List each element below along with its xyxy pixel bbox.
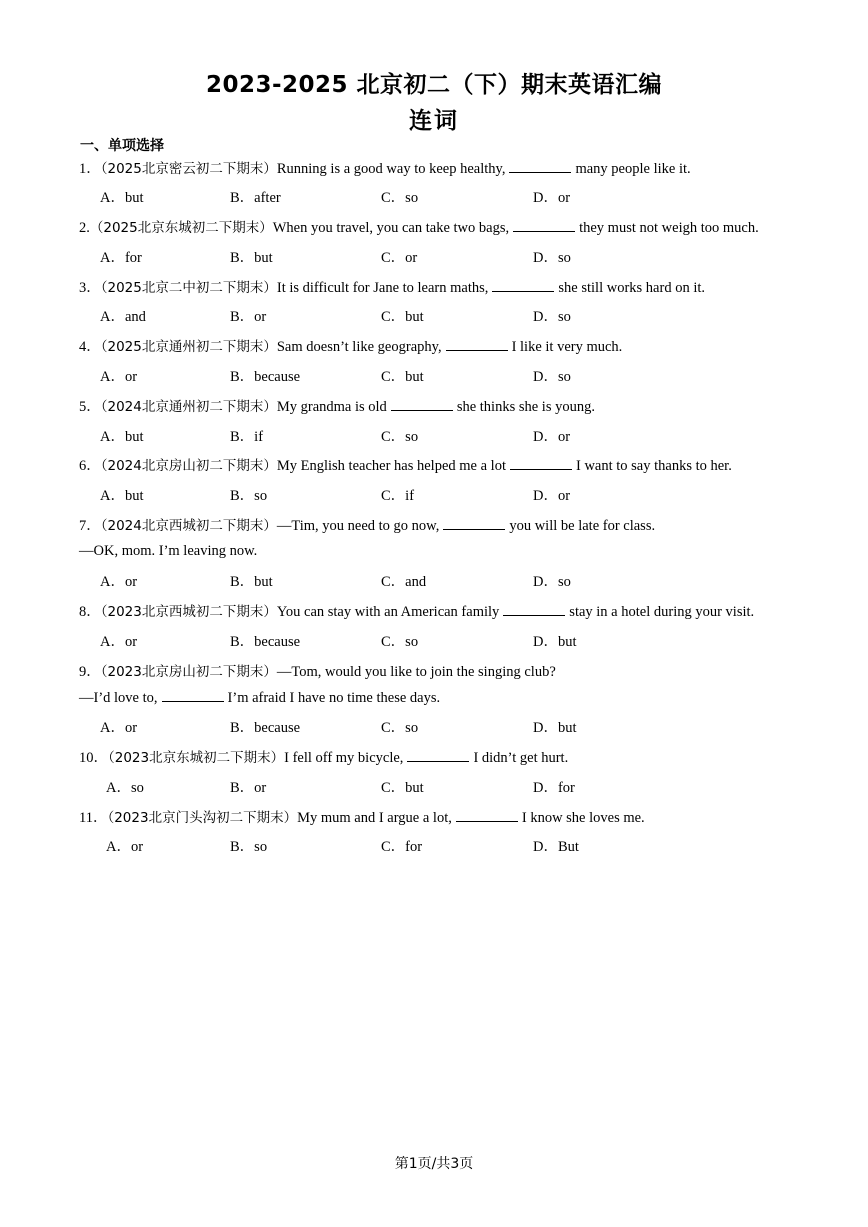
option-c[interactable]: C．so (381, 720, 419, 736)
dialogue-text: —I’d love to, (79, 690, 158, 706)
option-a[interactable]: A．so (106, 780, 144, 796)
question-text: When you travel, you can take two bags, (272, 220, 510, 236)
question-text-after: they must not weigh too much. (579, 220, 759, 236)
option-a[interactable]: A．and (100, 309, 146, 325)
option-a[interactable]: A．but (100, 488, 144, 504)
question-stem (79, 746, 568, 767)
document-title: 2023-2025 北京初二（下）期末英语汇编 (205, 72, 663, 98)
question-text-after: I didn’t get hurt. (473, 750, 569, 766)
option-c[interactable]: C．if (381, 488, 415, 504)
option-a[interactable]: A．or (100, 634, 138, 650)
option-b[interactable]: B．because (230, 720, 301, 736)
option-b[interactable]: B．if (230, 429, 264, 445)
document-subtitle: 连词 (409, 108, 459, 134)
question-text: My mum and I argue a lot, (297, 810, 452, 826)
dialogue-text-after: I’m afraid I have no time these days. (227, 690, 441, 706)
option-b[interactable]: B．but (230, 250, 273, 266)
question-stem (79, 806, 645, 827)
answer-options (0, 570, 868, 588)
question-text: It is difficult for Jane to learn maths, (276, 280, 489, 296)
question-number: 3． (79, 280, 101, 296)
dialogue-line: —OK, mom. I’m leaving now. (79, 543, 258, 559)
question-number: 9． (79, 664, 101, 680)
answer-options (0, 365, 868, 383)
answer-blank (492, 279, 554, 292)
question-number: 11． (79, 810, 108, 826)
question-stem (79, 600, 754, 621)
question-text: —Tom, would you like to join the singing club? (276, 664, 556, 680)
question-text-after: stay in a hotel during your visit. (569, 604, 755, 620)
answer-blank (503, 603, 565, 616)
question-stem (79, 660, 556, 681)
option-a[interactable]: A．or (106, 839, 144, 855)
answer-blank (513, 219, 575, 232)
option-c[interactable]: C．so (381, 634, 419, 650)
question-source: （2025北京二中初二下期末） (100, 280, 277, 296)
question-source: （2023北京东城初二下期末） (108, 750, 285, 766)
question-stem (79, 335, 622, 356)
question-text-after: many people like it. (575, 161, 691, 177)
question-text-after: I want to say thanks to her. (575, 458, 732, 474)
option-a[interactable]: A．or (100, 574, 138, 590)
option-a[interactable]: A．or (100, 720, 138, 736)
answer-blank (162, 689, 224, 702)
answer-blank (443, 517, 505, 530)
question-number: 10． (79, 750, 108, 766)
question-stem (79, 395, 595, 416)
answer-options (0, 835, 868, 853)
question-text-after: I like it very much. (511, 339, 623, 355)
option-a[interactable]: A．or (100, 369, 138, 385)
question-number: 5． (79, 399, 101, 415)
question-text: —Tim, you need to go now, (276, 518, 440, 534)
section-heading: 一、单项选择 (80, 138, 164, 154)
option-d[interactable]: D．so (533, 574, 571, 590)
question-number: 2. (79, 220, 90, 236)
option-c[interactable]: C．for (381, 839, 423, 855)
option-c[interactable]: C．or (381, 250, 418, 266)
option-b[interactable]: B．because (230, 634, 301, 650)
answer-options (0, 246, 868, 264)
option-c[interactable]: C．but (381, 780, 424, 796)
page-footer: 第1页/共3页 (394, 1156, 474, 1172)
answer-blank (509, 160, 571, 173)
question-source: （2023北京房山初二下期末） (100, 664, 277, 680)
question-text: Running is a good way to keep healthy, (276, 161, 506, 177)
question-text-after: I know she loves me. (521, 810, 645, 826)
question-text-after: she thinks she is young. (456, 399, 595, 415)
question-number: 7． (79, 518, 101, 534)
option-d[interactable]: D．or (533, 488, 571, 504)
option-c[interactable]: C．so (381, 429, 419, 445)
question-source: （2025北京东城初二下期末） (89, 220, 273, 236)
answer-blank (446, 338, 508, 351)
question-stem (79, 276, 705, 297)
question-text: I fell off my bicycle, (284, 750, 404, 766)
question-text: Sam doesn’t like geography, (276, 339, 442, 355)
question-text: My English teacher has helped me a lot (276, 458, 506, 474)
question-number: 8． (79, 604, 101, 620)
answer-options (0, 716, 868, 734)
answer-options (0, 305, 868, 323)
option-d[interactable]: D．but (533, 634, 577, 650)
option-b[interactable]: B．because (230, 369, 301, 385)
question-text: My grandma is old (276, 399, 387, 415)
question-stem (79, 454, 732, 475)
option-c[interactable]: C．but (381, 309, 424, 325)
question-source: （2025北京密云初二下期末） (100, 161, 277, 177)
option-b[interactable]: B．or (230, 780, 267, 796)
answer-blank (510, 457, 572, 470)
option-a[interactable]: A．for (100, 250, 142, 266)
option-b[interactable]: B．or (230, 309, 267, 325)
question-number: 1． (79, 161, 101, 177)
option-d[interactable]: D．for (533, 780, 575, 796)
option-c[interactable]: C．and (381, 574, 427, 590)
answer-options (0, 425, 868, 443)
question-text-after: you will be late for class. (509, 518, 656, 534)
question-text: You can stay with an American family (276, 604, 500, 620)
answer-options (0, 186, 868, 204)
option-b[interactable]: B．so (230, 839, 268, 855)
question-source: （2025北京通州初二下期末） (100, 339, 277, 355)
answer-blank (456, 809, 518, 822)
option-d[interactable]: D．But (533, 839, 579, 855)
question-stem (79, 514, 655, 535)
answer-options (0, 630, 868, 648)
option-d[interactable]: D．but (533, 720, 577, 736)
answer-options (0, 776, 868, 794)
answer-blank (407, 749, 469, 762)
option-d[interactable]: D．so (533, 369, 571, 385)
question-stem (79, 157, 691, 178)
question-number: 4． (79, 339, 101, 355)
question-source: （2024北京西城初二下期末） (100, 518, 277, 534)
question-source: （2023北京西城初二下期末） (100, 604, 277, 620)
answer-options (0, 484, 868, 502)
option-a[interactable]: A．but (100, 429, 144, 445)
option-a[interactable]: A．but (100, 190, 144, 206)
question-text-after: she still works hard on it. (558, 280, 706, 296)
answer-blank (391, 398, 453, 411)
question-stem (79, 216, 759, 237)
option-b[interactable]: B．so (230, 488, 268, 504)
option-d[interactable]: D．or (533, 190, 571, 206)
option-c[interactable]: C．but (381, 369, 424, 385)
option-b[interactable]: B．after (230, 190, 281, 206)
question-source: （2023北京门头沟初二下期末） (107, 810, 298, 826)
option-b[interactable]: B．but (230, 574, 273, 590)
option-c[interactable]: C．so (381, 190, 419, 206)
question-source: （2024北京房山初二下期末） (100, 458, 277, 474)
dialogue-line (79, 689, 440, 707)
question-number: 6． (79, 458, 101, 474)
option-d[interactable]: D．so (533, 250, 571, 266)
question-source: （2024北京通州初二下期末） (100, 399, 277, 415)
option-d[interactable]: D．so (533, 309, 571, 325)
option-d[interactable]: D．or (533, 429, 571, 445)
